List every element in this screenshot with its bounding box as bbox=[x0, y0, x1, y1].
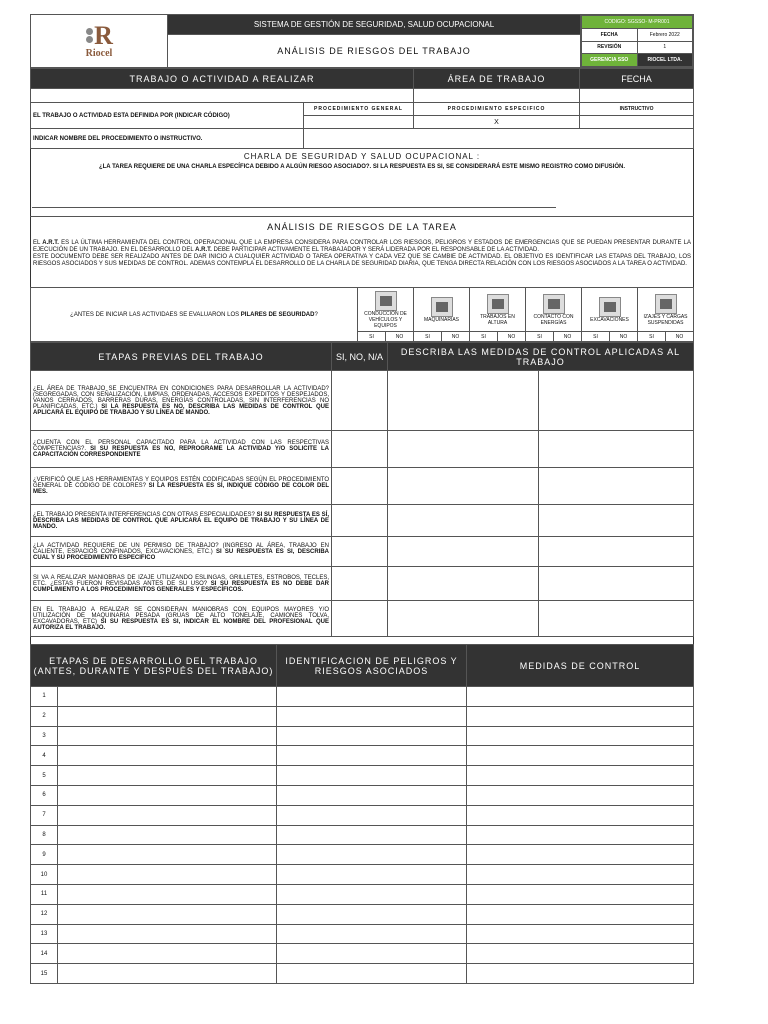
medida-control-cell[interactable] bbox=[467, 687, 694, 707]
medida-control-cell[interactable] bbox=[467, 865, 694, 885]
col-fecha-header: FECHA bbox=[580, 69, 694, 89]
col-area-header: ÁREA DE TRABAJO bbox=[414, 69, 580, 89]
etapa-previa-question: SI VA A REALIZAR MANIOBRAS DE IZAJE UTILIZANDO ESLINGAS, GRILLETES, ESTROBOS, TECLES, ETC. ¿ESTAS FUERON REVISADAS ANTES DE SU USO? SI SU RESPUESTA ES NO DEBE DAR CUMPLIMIENTO A LOS PROCEDIMIENTOS GENERALES Y ESPECÍFICOS. bbox=[31, 567, 332, 601]
etapa-cell[interactable] bbox=[58, 726, 277, 746]
art-paragraph: EL A.R.T. ES LA ÚLTIMA HERRAMIENTA DEL CONTROL OPERACIONAL QUE LA EMPRESA CONSIDERA PARA CONTROLAR LOS RIESGOS, PELIGROS Y ESTADOS DE EMERGENCIAS QUE SE PUEDAN PRESENTAR DURANTE LA EJECUCIÓN DE UN TRABAJO. EN EL DESARROLLO DEL A.R.T. DEBE PARTICIPAR ACTIVAMENTE EL TRABAJADOR Y SERÁ LIDERADA POR EL RESPONSABLE DE LA ACTIVIDAD. bbox=[33, 240, 691, 253]
etapas-previas-table bbox=[30, 342, 694, 637]
proc-especifico-field[interactable]: X bbox=[414, 116, 580, 129]
si-no-na-header: SI, NO, N/A bbox=[332, 343, 388, 371]
machinery-icon bbox=[431, 297, 453, 317]
medida-cell-extra[interactable] bbox=[539, 505, 694, 537]
medida-control-cell[interactable] bbox=[467, 785, 694, 805]
excavation-icon bbox=[599, 297, 621, 317]
medida-control-cell[interactable] bbox=[467, 904, 694, 924]
etapa-cell[interactable] bbox=[58, 785, 277, 805]
medida-control-cell[interactable] bbox=[467, 726, 694, 746]
instructivo-field[interactable] bbox=[580, 116, 694, 129]
indicar-nombre-label: INDICAR NOMBRE DEL PROCEDIMIENTO O INSTRUCTIVO. bbox=[31, 129, 304, 149]
peligro-cell[interactable] bbox=[277, 785, 467, 805]
row-number: 14 bbox=[31, 944, 58, 964]
etapa-cell[interactable] bbox=[58, 904, 277, 924]
medida-cell-extra[interactable] bbox=[539, 468, 694, 505]
area-field[interactable] bbox=[414, 89, 580, 103]
instructivo-label: INSTRUCTIVO bbox=[580, 103, 694, 116]
medidas-control-header: MEDIDAS DE CONTROL bbox=[467, 645, 694, 687]
work-info-table bbox=[30, 68, 694, 149]
proc-especifico-label: PROCEDIMIENTO ESPECIFICO bbox=[414, 103, 580, 116]
pilares-question: ¿ANTES DE INICIAR LAS ACTIVIDAES SE EVALUARON LOS PILARES DE SEGURIDAD? bbox=[31, 288, 358, 342]
pilar-si[interactable]: SI bbox=[582, 332, 610, 342]
system-title: SISTEMA DE GESTIÓN DE SEGURIDAD, SALUD OCUPACIONAL bbox=[168, 15, 581, 35]
etapa-previa-question: ¿VERIFICÓ QUE LAS HERRAMIENTAS Y EQUIPOS ESTÉN CODIFICADAS SEGÚN EL PROCEDIMIENTO GENERAL DE CÓDIGO DE COLORES? SI LA RESPUESTA ES SÍ, INDIQUE CÓDIGO DE COLOR DEL MES. bbox=[31, 468, 332, 505]
row-number: 4 bbox=[31, 746, 58, 766]
company-name: RIOCEL LTDA. bbox=[637, 54, 693, 67]
medida-control-cell[interactable] bbox=[467, 944, 694, 964]
etapa-cell[interactable] bbox=[58, 884, 277, 904]
medida-control-cell[interactable] bbox=[467, 805, 694, 825]
peligro-cell[interactable] bbox=[277, 766, 467, 786]
energy-contact-icon bbox=[543, 294, 565, 314]
etapas-desarrollo-header: ETAPAS DE DESARROLLO DEL TRABAJO (ANTES, DURANTE Y DESPUÉS DEL TRABAJO) bbox=[31, 645, 277, 687]
revision-label: REVISIÓN bbox=[582, 41, 638, 54]
pilar-no[interactable]: NO bbox=[442, 332, 470, 342]
height-work-icon bbox=[487, 294, 509, 314]
pilar-si[interactable]: SI bbox=[526, 332, 554, 342]
peligro-cell[interactable] bbox=[277, 904, 467, 924]
etapa-cell[interactable] bbox=[58, 805, 277, 825]
medida-control-cell[interactable] bbox=[467, 884, 694, 904]
row-number: 15 bbox=[31, 964, 58, 984]
peligro-cell[interactable] bbox=[277, 845, 467, 865]
medida-control-cell[interactable] bbox=[467, 825, 694, 845]
etapa-cell[interactable] bbox=[58, 964, 277, 984]
fecha-field[interactable] bbox=[580, 89, 694, 103]
pilar-energias: CONTACTO CON ENERGÍAS bbox=[526, 288, 582, 332]
defined-by-label: EL TRABAJO O ACTIVIDAD ESTA DEFINIDA POR (INDICAR CÓDIGO) bbox=[31, 103, 304, 129]
answer-cell[interactable] bbox=[332, 537, 388, 567]
logo-text: Riocel bbox=[85, 47, 113, 59]
etapa-cell[interactable] bbox=[58, 825, 277, 845]
proc-general-label: PROCEDIMIENTO GENERAL bbox=[304, 103, 414, 116]
medida-cell[interactable] bbox=[388, 601, 539, 637]
charla-answer-line[interactable] bbox=[32, 207, 556, 208]
medida-cell[interactable] bbox=[388, 371, 539, 431]
peligro-cell[interactable] bbox=[277, 746, 467, 766]
peligro-cell[interactable] bbox=[277, 944, 467, 964]
peligro-cell[interactable] bbox=[277, 805, 467, 825]
art-title: ANÁLISIS DE RIESGOS DE LA TAREA bbox=[267, 222, 457, 232]
row-number: 8 bbox=[31, 825, 58, 845]
row-number: 11 bbox=[31, 884, 58, 904]
doc-title: ANÁLISIS DE RIESGOS DEL TRABAJO bbox=[168, 35, 581, 68]
medida-cell[interactable] bbox=[388, 567, 539, 601]
logo bbox=[31, 15, 168, 68]
answer-cell[interactable] bbox=[332, 371, 388, 431]
row-number: 1 bbox=[31, 687, 58, 707]
peligro-cell[interactable] bbox=[277, 726, 467, 746]
row-number: 5 bbox=[31, 766, 58, 786]
peligro-cell[interactable] bbox=[277, 884, 467, 904]
code-label: CODIGO: SGSSO- M-PR001 bbox=[582, 16, 693, 29]
pilar-no[interactable]: NO bbox=[666, 332, 694, 342]
etapa-previa-question: ¿LA ACTIVIDAD REQUIERE DE UN PERMISO DE TRABAJO? (INGRESO AL ÁREA, TRABAJO EN CALIENTE, ESPACIOS CONFINADOS, EXCAVACIONES, ETC.) SI SU RESPUESTA ES SI, DESCRIBA CUAL Y SU PROCEDIMIENTO ESPECIFICO bbox=[31, 537, 332, 567]
pilar-no[interactable]: NO bbox=[386, 332, 414, 342]
pilar-no[interactable]: NO bbox=[554, 332, 582, 342]
row-number: 9 bbox=[31, 845, 58, 865]
col-trabajo-header: TRABAJO O ACTIVIDAD A REALIZAR bbox=[31, 69, 414, 89]
medida-cell-extra[interactable] bbox=[539, 431, 694, 468]
charla-title: CHARLA DE SEGURIDAD Y SALUD OCUPACIONAL : bbox=[243, 152, 481, 161]
desarrollo-table bbox=[30, 644, 694, 984]
revision-value: 1 bbox=[637, 41, 693, 54]
etapa-cell[interactable] bbox=[58, 706, 277, 726]
etapa-previa-question: ¿CUENTA CON EL PERSONAL CAPACITADO PARA LA ACTIVIDAD CON LAS RESPECTIVAS COMPETENCIAS?. SI SU RESPUESTA ES NO, REPROGRAME LA ACTIVIDAD Y/O SOLICITE LA CAPACITACIÓN CORRESPONDIENTE bbox=[31, 431, 332, 468]
etapa-cell[interactable] bbox=[58, 746, 277, 766]
pilar-conduccion: CONDUCCIÓN DE VEHÍCULOS Y EQUIPOS bbox=[358, 288, 414, 332]
etapa-cell[interactable] bbox=[58, 924, 277, 944]
pilar-si[interactable]: SI bbox=[470, 332, 498, 342]
medida-control-cell[interactable] bbox=[467, 706, 694, 726]
row-number: 2 bbox=[31, 706, 58, 726]
trabajo-field[interactable] bbox=[31, 89, 414, 103]
etapa-cell[interactable] bbox=[58, 845, 277, 865]
etapa-previa-question: EN EL TRABAJO A REALIZAR SE CONSIDERAN MANIOBRAS CON EQUIPOS MAYORES Y/O UTILIZACIÓN DE MAQUINARIA PESADA (GRÚAS DE ALTO TONELAJE, CAMIONES TOLVA, EXCAVADORAS, ETC) SI SU RESPUESTA ES SI, INDICAR EL NOMBRE DEL PROFESIONAL QUE AUTORIZA EL TRABAJO. bbox=[31, 601, 332, 637]
medida-cell[interactable] bbox=[388, 431, 539, 468]
pilar-si[interactable]: SI bbox=[638, 332, 666, 342]
row-number: 3 bbox=[31, 726, 58, 746]
etapa-previa-question: ¿EL TRABAJO PRESENTA INTERFERENCIAS CON OTRAS ESPECIALIDADES? SI SU RESPUESTA ES SÍ, DESCRIBA LAS MEDIDAS DE CONTROL QUE APLICARÁ EL EQUIPO DE TRABAJO Y SU LÍNEA DE MANDO. bbox=[31, 505, 332, 537]
answer-cell[interactable] bbox=[332, 431, 388, 468]
etapa-cell[interactable] bbox=[58, 766, 277, 786]
logo-mark: R bbox=[94, 20, 113, 50]
vehicle-icon bbox=[375, 291, 397, 311]
row-number: 13 bbox=[31, 924, 58, 944]
medida-control-cell[interactable] bbox=[467, 924, 694, 944]
pilar-excavaciones: EXCAVACIONES bbox=[582, 288, 638, 332]
etapas-previas-header: ETAPAS PREVIAS DEL TRABAJO bbox=[31, 343, 332, 371]
header-table bbox=[30, 14, 694, 68]
answer-cell[interactable] bbox=[332, 468, 388, 505]
etapa-previa-question: ¿EL ÁREA DE TRABAJO SE ENCUENTRA EN CONDICIONES PARA DESARROLLAR LA ACTIVIDAD? (SEGREGADAS, CON SEÑALIZACIÓN, LIMPIAS, ORDENADAS, ACCESOS EXPEDITOS Y DESPEJADOS, VANOS CERRADOS, BARRERAS DURAS, ENERGÍAS CONTROLADAS, SIN INTERFERENCIAS NO PLANIFICADAS, ETC.) SI LA RESPUESTA ES NO, DESCRIBA LAS MEDIDAS DE CONTROL QUE APLICARÁ EL EQUIPO DE TRABAJO Y SU LÍNEA DE MANDO. bbox=[31, 371, 332, 431]
medida-cell-extra[interactable] bbox=[539, 537, 694, 567]
row-number: 7 bbox=[31, 805, 58, 825]
peligros-header: IDENTIFICACION DE PELIGROS Y RIESGOS ASOCIADOS bbox=[277, 645, 467, 687]
nombre-field[interactable] bbox=[304, 129, 694, 149]
row-number: 10 bbox=[31, 865, 58, 885]
medida-cell-extra[interactable] bbox=[539, 371, 694, 431]
answer-cell[interactable] bbox=[332, 567, 388, 601]
medida-cell-extra[interactable] bbox=[539, 567, 694, 601]
row-number: 6 bbox=[31, 785, 58, 805]
medida-cell-extra[interactable] bbox=[539, 601, 694, 637]
etapa-cell[interactable] bbox=[58, 944, 277, 964]
fecha-value: Febrero 2022 bbox=[637, 28, 693, 41]
charla-section bbox=[30, 150, 694, 217]
crane-icon bbox=[655, 294, 677, 314]
pilar-maquinarias: MAQUINARIAS bbox=[414, 288, 470, 332]
row-number: 12 bbox=[31, 904, 58, 924]
medidas-aplicadas-header: DESCRIBA LAS MEDIDAS DE CONTROL APLICADAS AL TRABAJO bbox=[388, 343, 694, 371]
medida-cell[interactable] bbox=[388, 468, 539, 505]
gerencia-label: GERENCIA SSO bbox=[582, 54, 638, 67]
medida-control-cell[interactable] bbox=[467, 845, 694, 865]
medida-control-cell[interactable] bbox=[467, 746, 694, 766]
fecha-label: FECHA bbox=[582, 28, 638, 41]
peligro-cell[interactable] bbox=[277, 706, 467, 726]
peligro-cell[interactable] bbox=[277, 825, 467, 845]
charla-question: ¿LA TAREA REQUIERE DE UNA CHARLA ESPECÍFICA DEBIDO A ALGÚN RIESGO ASOCIADO?. SI LA RESPUESTA ES SI, SE CONSIDERARÁ ESTE MISMO REGISTRO COMO DIFUSIÓN. bbox=[98, 164, 626, 170]
pilar-altura: TRABAJOS EN ALTURA bbox=[470, 288, 526, 332]
peligro-cell[interactable] bbox=[277, 924, 467, 944]
pilar-izajes: IZAJES Y CARGAS SUSPENDIDAS bbox=[638, 288, 694, 332]
peligro-cell[interactable] bbox=[277, 687, 467, 707]
pilar-si[interactable]: SI bbox=[414, 332, 442, 342]
medida-control-cell[interactable] bbox=[467, 964, 694, 984]
pilar-no[interactable]: NO bbox=[610, 332, 638, 342]
peligro-cell[interactable] bbox=[277, 964, 467, 984]
pilares-table bbox=[30, 287, 694, 342]
medida-control-cell[interactable] bbox=[467, 766, 694, 786]
answer-cell[interactable] bbox=[332, 505, 388, 537]
etapa-cell[interactable] bbox=[58, 687, 277, 707]
medida-cell[interactable] bbox=[388, 537, 539, 567]
medida-cell[interactable] bbox=[388, 505, 539, 537]
peligro-cell[interactable] bbox=[277, 865, 467, 885]
art-paragraph-2: ESTE DOCUMENTO DEBE SER REALIZADO ANTES DE DAR INICIO A CUALQUIER ACTIVIDAD O TAREA OPERATIVA Y CADA VEZ QUE SE CAMBIE DE ACTIVIDAD. EL OBJETIVO ES IDENTIFICAR LAS ETAPAS DEL TRABAJO, LOS RIESGOS ASOCIADOS Y SUS MEDIDAS DE CONTROL. ADEMAS CONTEMPLA EL DESARROLLO DE LA CHARLA DE SEGURIDAD DIARIA, QUE TENGA DIRECTA RELACIÓN CON LOS RIESGOS ASOCIADOS A LA TAREA O ACTIVIDAD. bbox=[33, 254, 691, 267]
proc-general-field[interactable] bbox=[304, 116, 414, 129]
etapa-cell[interactable] bbox=[58, 865, 277, 885]
pilar-no[interactable]: NO bbox=[498, 332, 526, 342]
pilar-si[interactable]: SI bbox=[358, 332, 386, 342]
answer-cell[interactable] bbox=[332, 601, 388, 637]
art-section bbox=[30, 218, 694, 286]
